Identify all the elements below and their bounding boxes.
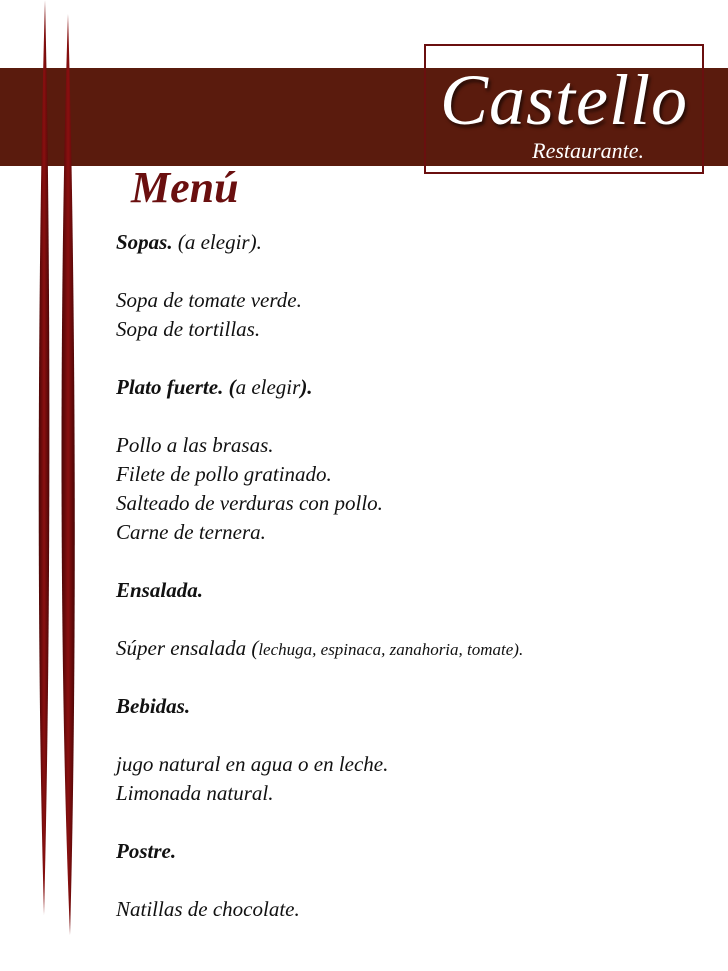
note-close-plato-fuerte: ). [300,375,313,399]
menu-title: Menú [131,163,239,212]
ensalada-detail: lechuga, espinaca, zanahoria, tomate). [258,640,524,659]
stripe-right [62,14,75,935]
menu-item: Sopa de tortillas. [116,317,261,341]
menu-item: Natillas de chocolate. [116,897,300,921]
section-heading-plato-fuerte [116,373,716,402]
section-heading-sopas [116,228,716,257]
menu-item: jugo natural en agua o en leche. [116,752,389,776]
note-open-plato-fuerte: ( [223,375,236,399]
stripe-left [39,0,50,915]
menu-item: Sopa de tomate verde. [116,288,302,312]
heading-bebidas: Bebidas. [116,694,191,718]
note-sopas: (a elegir). [172,230,262,254]
menu-item: Limonada natural. [116,781,274,805]
restaurant-subtitle: Restaurante. [532,138,644,163]
menu-item: Salteado de verduras con pollo. [116,491,383,515]
menu-item: Pollo a las brasas. [116,433,274,457]
heading-sopas: Sopas. [116,230,173,254]
heading-ensalada: Ensalada. [116,578,203,602]
heading-plato-fuerte: Plato fuerte. [116,375,224,399]
ensalada-main: Súper ensalada ( [116,636,259,660]
note-plato-fuerte: a elegir [235,375,301,399]
heading-postre: Postre. [116,839,177,863]
menu-list [116,228,716,924]
decorative-stripes [0,0,100,971]
menu-item: Filete de pollo gratinado. [116,462,332,486]
menu-item: Carne de ternera. [116,520,266,544]
menu-item-ensalada [116,634,716,663]
restaurant-name: Castello [439,60,688,140]
